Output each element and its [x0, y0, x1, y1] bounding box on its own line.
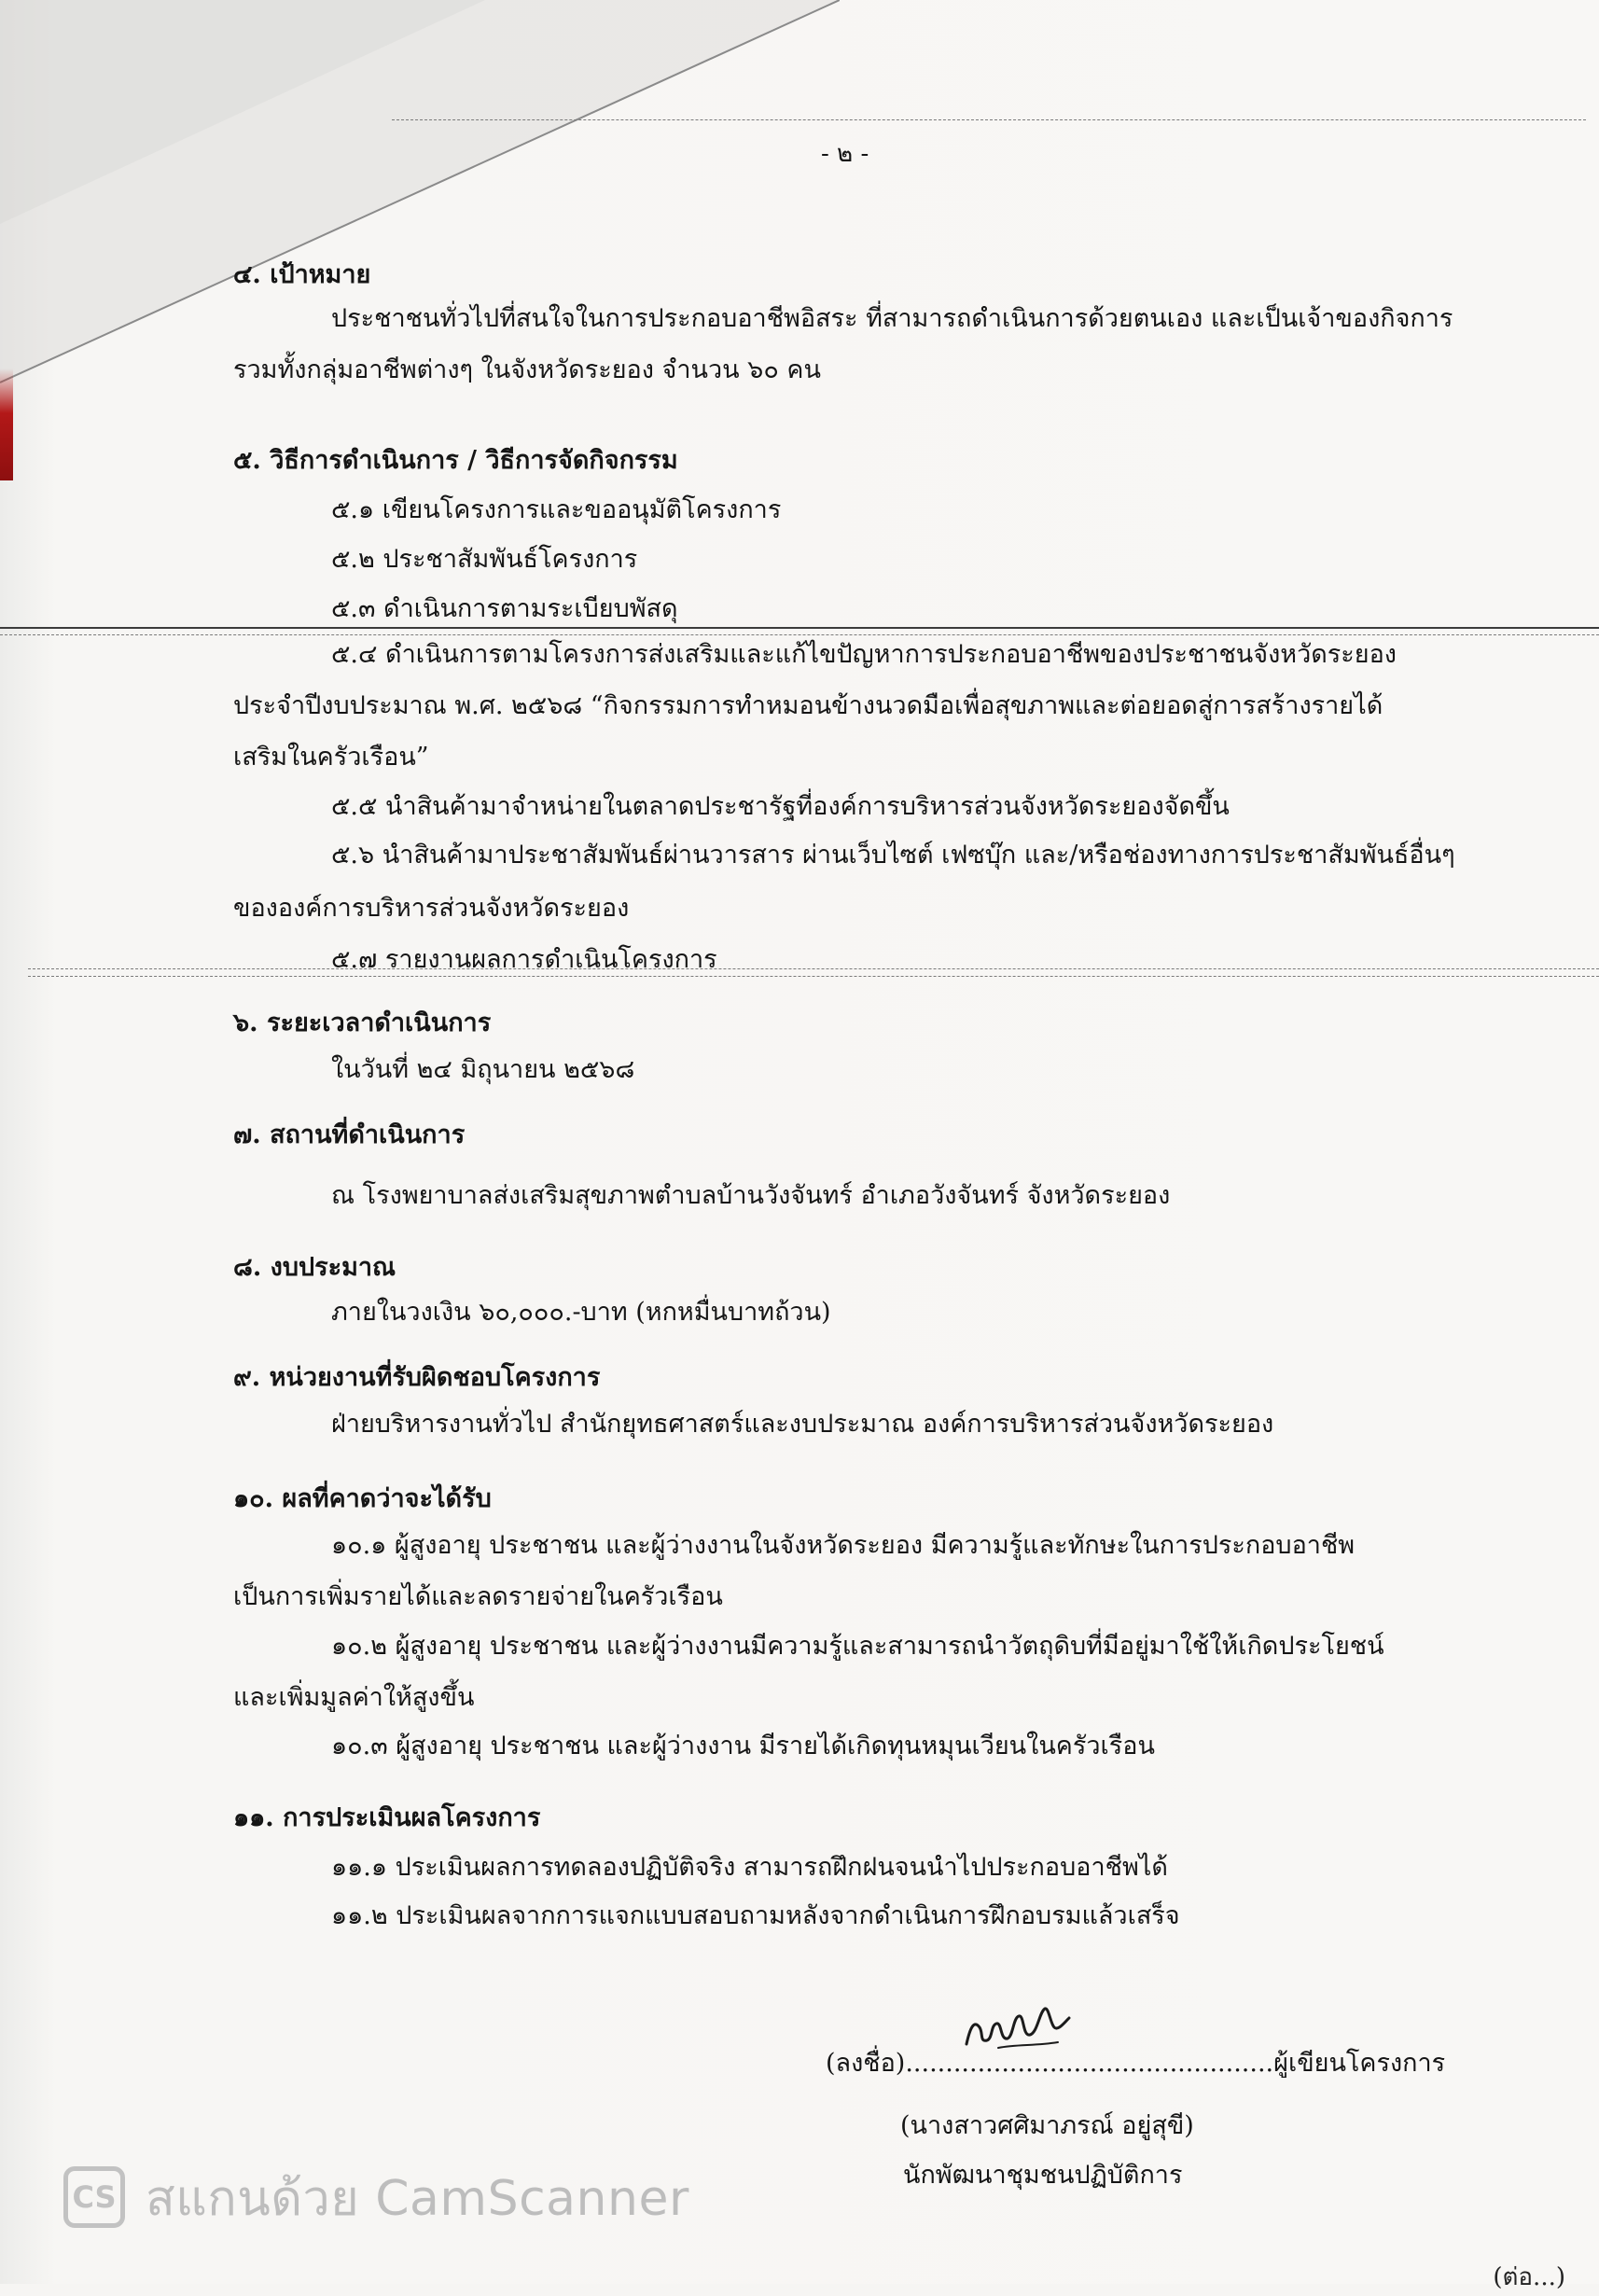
section-11-heading: ๑๑. การประเมินผลโครงการ: [233, 1803, 541, 1832]
section-5-item-3: ๕.๓ ดำเนินการตามระเบียบพัสดุ: [331, 594, 678, 623]
signature-dots: ..............................................: [905, 2049, 1274, 2078]
signature-line: [826, 2048, 1445, 2080]
signer-position: นักพัฒนาชุมชนปฏิบัติการ: [903, 2161, 1183, 2190]
top-scan-line: [392, 119, 1586, 120]
section-11-item-2: ๑๑.๒ ประเมินผลจากการแจกแบบสอบถามหลังจากดำเนินการฝึกอบรมแล้วเสร็จ: [331, 1901, 1180, 1930]
section-8-heading: ๘. งบประมาณ: [233, 1253, 396, 1282]
section-11-item-1: ๑๑.๑ ประเมินผลการทดลองปฏิบัติจริง สามารถฝึกฝนจนนำไปประกอบอาชีพได้: [331, 1853, 1168, 1882]
section-5-item-2: ๕.๒ ประชาสัมพันธ์โครงการ: [331, 545, 638, 574]
section-10-item-1-line-1: ๑๐.๑ ผู้สูงอายุ ประชาชน และผู้ว่างงานในจังหวัดระยอง มีความรู้และทักษะในการประกอบอาชีพ: [331, 1531, 1356, 1560]
section-5-item-1: ๕.๑ เขียนโครงการและขออนุมัติโครงการ: [331, 495, 782, 524]
section-5-item-4-line-1: ๕.๔ ดำเนินการตามโครงการส่งเสริมและแก้ไขปัญหาการประกอบอาชีพของประชาชนจังหวัดระยอง: [331, 640, 1397, 669]
continued-note: (ต่อ...): [1493, 2263, 1565, 2291]
section-4-line-1: ประชาชนทั่วไปที่สนใจในการประกอบอาชีพอิสระ ที่สามารถดำเนินการด้วยตนเอง และเป็นเจ้าของกิจการ: [331, 304, 1453, 333]
section-9-heading: ๙. หน่วยงานที่รับผิดชอบโครงการ: [233, 1363, 601, 1392]
signature-role: ผู้เขียนโครงการ: [1273, 2049, 1446, 2078]
section-5-item-5: ๕.๕ นำสินค้ามาจำหน่ายในตลาดประชารัฐที่องค์การบริหารส่วนจังหวัดระยองจัดขึ้น: [331, 792, 1230, 821]
section-9-text: ฝ่ายบริหารงานทั่วไป สำนักยุทธศาสตร์และงบประมาณ องค์การบริหารส่วนจังหวัดระยอง: [331, 1410, 1274, 1439]
section-10-item-1-line-2: เป็นการเพิ่มรายได้และลดรายจ่ายในครัวเรือน: [233, 1582, 723, 1611]
section-8-text: ภายในวงเงิน ๖๐,๐๐๐.-บาท (หกหมื่นบาทถ้วน): [331, 1298, 831, 1327]
page-number: - ๒ -: [821, 140, 869, 168]
section-5-heading: ๕. วิธีการดำเนินการ / วิธีการจัดกิจกรรม: [233, 446, 678, 475]
section-10-heading: ๑๐. ผลที่คาดว่าจะได้รับ: [233, 1484, 492, 1513]
scan-fold-line-upper: [0, 627, 1599, 629]
section-4-line-2: รวมทั้งกลุ่มอาชีพต่างๆ ในจังหวัดระยอง จำนวน ๖๐ คน: [233, 355, 821, 384]
section-5-item-6-line-1: ๕.๖ นำสินค้ามาประชาสัมพันธ์ผ่านวารสาร ผ่านเว็บไซต์ เฟซบุ๊ก และ/หรือช่องทางการประชาสัมพันธ์อื่นๆ: [331, 841, 1455, 870]
section-10-item-2-line-1: ๑๐.๒ ผู้สูงอายุ ประชาชน และผู้ว่างงานมีความรู้และสามารถนำวัตถุดิบที่มีอยู่มาใช้ให้เกิดประโยชน์: [331, 1632, 1384, 1661]
section-5-item-4-line-2: ประจำปีงบประมาณ พ.ศ. ๒๕๖๘ “กิจกรรมการทำหมอนข้างนวดมือเพื่อสุขภาพและต่อยอดสู่การสร้างรายได้: [233, 691, 1383, 720]
scan-fold-line-lower: [28, 968, 1599, 969]
camscanner-logo-icon: CS: [63, 2166, 125, 2228]
scan-fold-line-upper-2: [0, 634, 1599, 635]
red-edge-artifact: [0, 369, 13, 480]
section-7-text: ณ โรงพยาบาลส่งเสริมสุขภาพตำบลบ้านวังจันทร์ อำเภอวังจันทร์ จังหวัดระยอง: [331, 1181, 1171, 1210]
scan-fold-line-lower-2: [28, 976, 1599, 977]
section-6-text: ในวันที่ ๒๔ มิถุนายน ๒๕๖๘: [331, 1055, 635, 1084]
section-6-heading: ๖. ระยะเวลาดำเนินการ: [233, 1009, 492, 1037]
section-4-heading: ๔. เป้าหมาย: [233, 260, 371, 289]
section-10-item-3: ๑๐.๓ ผู้สูงอายุ ประชาชน และผู้ว่างงาน มีรายได้เกิดทุนหมุนเวียนในครัวเรือน: [331, 1732, 1155, 1760]
camscanner-watermark: [63, 2164, 689, 2230]
section-5-item-4-line-3: เสริมในครัวเรือน”: [233, 743, 429, 772]
camscanner-text: สแกนด้วย CamScanner: [146, 2170, 689, 2227]
section-5-item-6-line-2: ขององค์การบริหารส่วนจังหวัดระยอง: [233, 894, 630, 923]
handwritten-signature: [961, 1999, 1073, 2055]
signature-prefix: (ลงชื่อ): [826, 2049, 906, 2078]
signer-name: (นางสาวศศิมาภรณ์ อยู่สุขี): [900, 2111, 1194, 2140]
section-5-item-7: ๕.๗ รายงานผลการดำเนินโครงการ: [331, 945, 717, 974]
section-10-item-2-line-2: และเพิ่มมูลค่าให้สูงขึ้น: [233, 1683, 475, 1712]
section-7-heading: ๗. สถานที่ดำเนินการ: [233, 1120, 466, 1149]
